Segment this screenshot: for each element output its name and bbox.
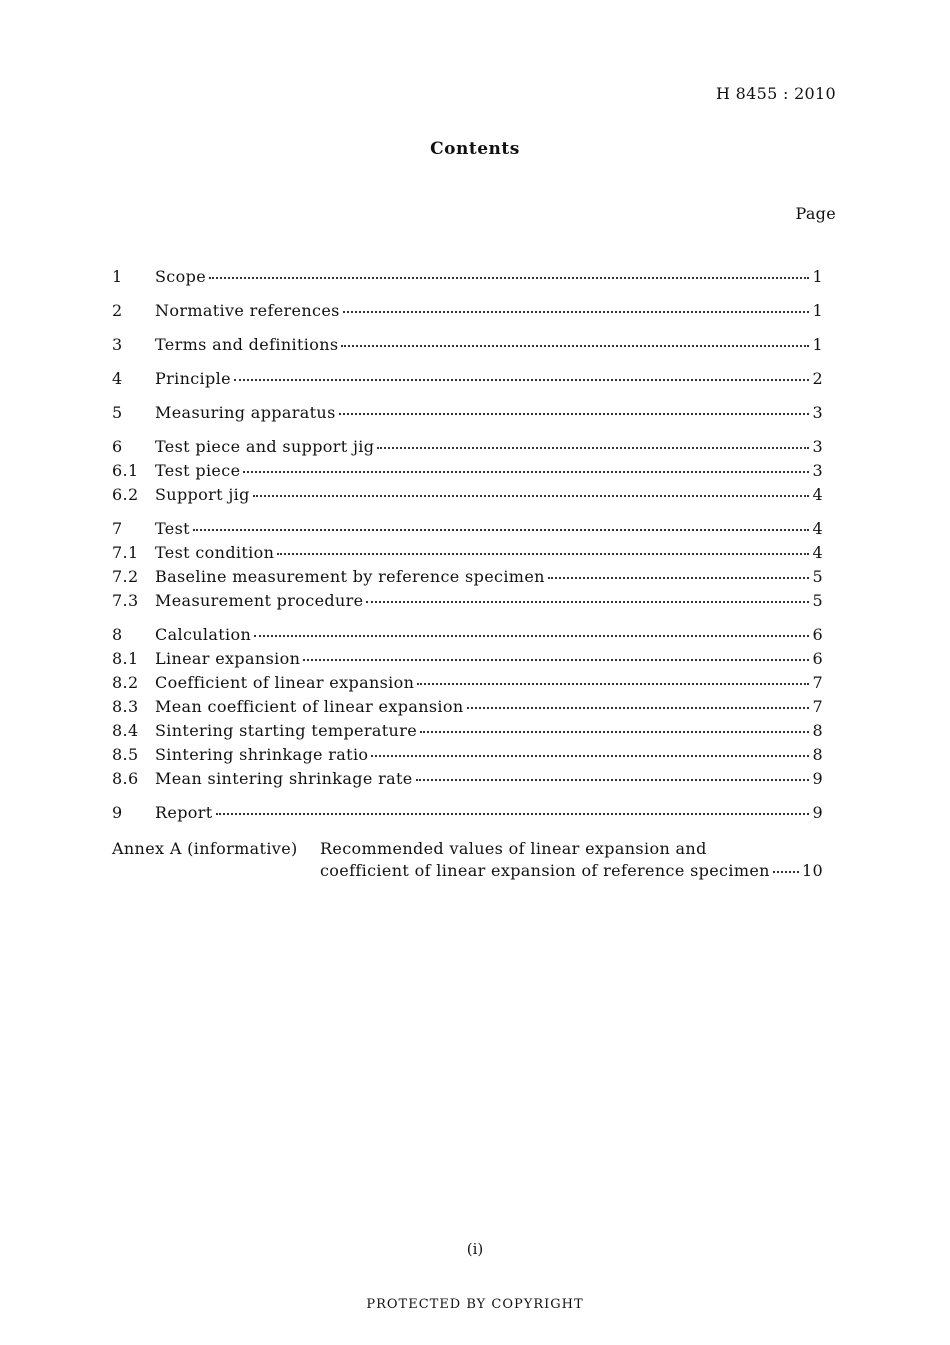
toc-group: [112, 335, 823, 359]
toc-entry[interactable]: [112, 591, 823, 615]
toc-entry-number: 8.2: [112, 673, 139, 692]
toc-entry-page: 5: [812, 591, 823, 610]
toc-entry[interactable]: [112, 461, 823, 485]
toc-entry-page: 4: [812, 485, 823, 504]
toc-group: [112, 803, 823, 827]
toc-entry-label: Terms and definitions: [155, 335, 339, 354]
toc-entry-number: 4: [112, 369, 123, 388]
toc-entry-page: 6: [812, 625, 823, 644]
annex-title-row-2: [320, 861, 823, 885]
toc-entry[interactable]: [112, 301, 823, 325]
toc-entry-number: 7.1: [112, 543, 139, 562]
toc-entry[interactable]: [112, 721, 823, 745]
toc-entry-page: 7: [812, 697, 823, 716]
toc-entry-number: 5: [112, 403, 123, 422]
dot-leader: [254, 634, 809, 637]
annex-title-line-2: coefficient of linear expansion of reference specimen: [320, 861, 770, 880]
dot-leader: [209, 276, 809, 279]
toc-entry[interactable]: [112, 335, 823, 359]
toc-entry-label: Support jig: [155, 485, 250, 504]
toc-entry-page: 4: [812, 543, 823, 562]
dot-leader: [343, 310, 809, 313]
dot-leader: [467, 706, 809, 709]
toc-entry-number: 6.2: [112, 485, 139, 504]
toc-entry[interactable]: [112, 745, 823, 769]
toc-group: [112, 437, 823, 509]
dot-leader: [341, 344, 809, 347]
toc-entry-label: Mean sintering shrinkage rate: [155, 769, 413, 788]
toc-entry[interactable]: [112, 769, 823, 793]
toc-entry-page: 3: [812, 403, 823, 422]
toc-entry-number: 7.2: [112, 567, 139, 586]
dot-leader: [773, 870, 799, 873]
toc-group: [112, 403, 823, 427]
toc-entry-page: 8: [812, 745, 823, 764]
toc-entry-label: Test condition: [155, 543, 275, 562]
toc-entry-label: Report: [155, 803, 213, 822]
dot-leader: [366, 600, 809, 603]
toc-entry-number: 8.6: [112, 769, 139, 788]
toc-entry[interactable]: [112, 543, 823, 567]
toc-entry-page: 2: [812, 369, 823, 388]
toc-entry-label: Sintering shrinkage ratio: [155, 745, 369, 764]
toc-entry-number: 8: [112, 625, 123, 644]
dot-leader: [417, 682, 809, 685]
toc-entry-page: 8: [812, 721, 823, 740]
toc-group: [112, 369, 823, 393]
toc-entry[interactable]: [112, 267, 823, 291]
toc-entry-label: Scope: [155, 267, 207, 286]
dot-leader: [371, 754, 809, 757]
annex-title-line-1: Recommended values of linear expansion and: [320, 839, 707, 858]
toc-group: [112, 519, 823, 615]
toc-entry[interactable]: [112, 485, 823, 509]
toc-entry-number: 8.1: [112, 649, 139, 668]
dot-leader: [377, 446, 809, 449]
toc-group: [112, 625, 823, 793]
toc-entry-number: 8.4: [112, 721, 139, 740]
standard-number: H 8455 : 2010: [716, 84, 836, 103]
dot-leader: [243, 470, 809, 473]
toc-entry-label: Coefficient of linear expansion: [155, 673, 415, 692]
page-title: Contents: [430, 139, 520, 159]
toc-entry[interactable]: [112, 649, 823, 673]
toc-entry-label: Baseline measurement by reference specimen: [155, 567, 545, 586]
toc-entry-number: 6.1: [112, 461, 139, 480]
toc-entry-page: 6: [812, 649, 823, 668]
toc-entry-page: 3: [812, 461, 823, 480]
toc-entry[interactable]: [112, 519, 823, 543]
toc-entry-label: Measurement procedure: [155, 591, 364, 610]
toc-entry-label: Test piece: [155, 461, 241, 480]
toc-annex-entry[interactable]: [112, 837, 823, 885]
dot-leader: [216, 812, 809, 815]
toc-entry-label: Test: [155, 519, 190, 538]
toc-entry-page: 1: [812, 335, 823, 354]
toc-entry-number: 3: [112, 335, 123, 354]
toc-entry-number: 7.3: [112, 591, 139, 610]
toc-entry-page: 9: [812, 769, 823, 788]
toc-entry-page: 4: [812, 519, 823, 538]
dot-leader: [420, 730, 809, 733]
toc-entry-page: 3: [812, 437, 823, 456]
toc-entry-label: Mean coefficient of linear expansion: [155, 697, 464, 716]
toc-group: [112, 267, 823, 291]
toc-entry-label: Measuring apparatus: [155, 403, 336, 422]
dot-leader: [234, 378, 809, 381]
toc-entry-page: 7: [812, 673, 823, 692]
toc-entry-number: 2: [112, 301, 123, 320]
toc-entry-page: 9: [812, 803, 823, 822]
toc-entry[interactable]: [112, 369, 823, 393]
annex-label: Annex A (informative): [112, 839, 298, 858]
page-column-label: Page: [795, 204, 836, 223]
dot-leader: [303, 658, 809, 661]
toc-entry[interactable]: [112, 803, 823, 827]
dot-leader: [416, 778, 809, 781]
copyright-notice: PROTECTED BY COPYRIGHT: [366, 1297, 584, 1312]
annex-body: [320, 837, 823, 885]
toc-entry-page: 5: [812, 567, 823, 586]
annex-page: 10: [801, 861, 823, 880]
toc-entry-label: Calculation: [155, 625, 252, 644]
dot-leader: [277, 552, 809, 555]
dot-leader: [548, 576, 809, 579]
dot-leader: [253, 494, 809, 497]
toc-entry-page: 1: [812, 267, 823, 286]
toc-entry[interactable]: [112, 697, 823, 721]
toc-entry-label: Normative references: [155, 301, 340, 320]
toc-entry[interactable]: [112, 403, 823, 427]
toc-entry[interactable]: [112, 437, 823, 461]
toc-entry-label: Sintering starting temperature: [155, 721, 418, 740]
table-of-contents: [112, 267, 823, 885]
toc-group: [112, 301, 823, 325]
toc-entry[interactable]: [112, 625, 823, 649]
toc-entry-label: Linear expansion: [155, 649, 301, 668]
toc-entry-label: Test piece and support jig: [155, 437, 375, 456]
toc-entry-page: 1: [812, 301, 823, 320]
toc-entry-number: 8.5: [112, 745, 139, 764]
dot-leader: [193, 528, 809, 531]
dot-leader: [339, 412, 809, 415]
toc-entry-number: 1: [112, 267, 123, 286]
toc-entry-label: Principle: [155, 369, 231, 388]
toc-entry-number: 8.3: [112, 697, 139, 716]
toc-entry[interactable]: [112, 673, 823, 697]
toc-entry-number: 7: [112, 519, 123, 538]
toc-entry-number: 9: [112, 803, 123, 822]
toc-entry-number: 6: [112, 437, 123, 456]
page-number: (i): [466, 1240, 484, 1258]
toc-entry[interactable]: [112, 567, 823, 591]
